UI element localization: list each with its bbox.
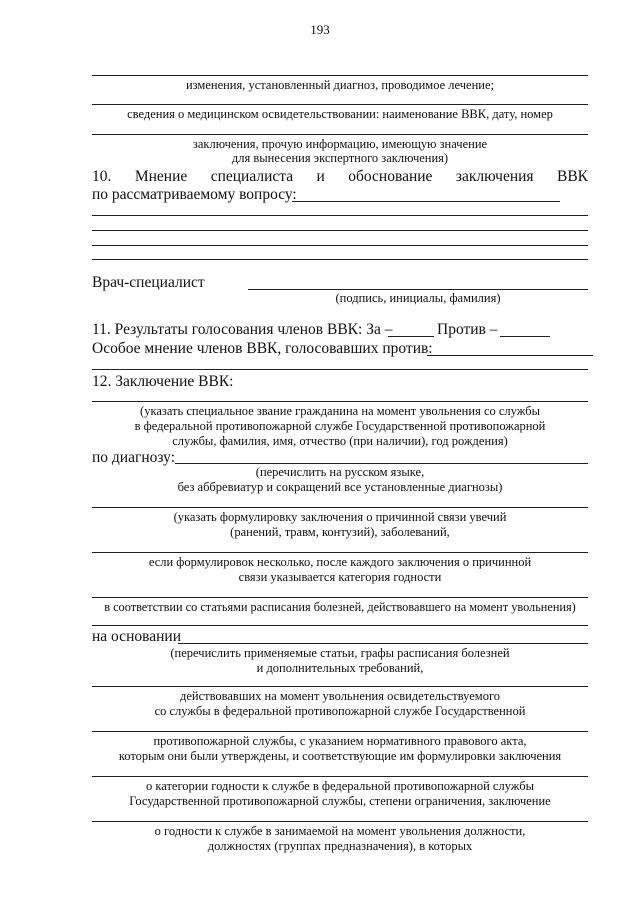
- section-10-word: 10.: [92, 168, 112, 185]
- caption: в соответствии со статьями расписания болезней, действовавшего на момент увольнения): [104, 600, 576, 614]
- caption: для вынесения экспертного заключения): [231, 151, 449, 165]
- caption: (указать формулировку заключения о причинной связи увечий: [173, 510, 507, 524]
- basis-label: на основании: [92, 628, 181, 645]
- caption: со службы в федеральной противопожарной службе Государственной: [154, 704, 526, 718]
- fill-line: [92, 134, 588, 135]
- fill-line[interactable]: [92, 686, 588, 687]
- caption: в федеральной противопожарной службе Государственной противопожарной: [134, 419, 546, 433]
- caption: заключения, прочую информацию, имеющую значение: [192, 137, 488, 151]
- fill-line[interactable]: [92, 731, 588, 732]
- caption: (ранений, травм, контузий), заболеваний,: [230, 525, 450, 539]
- signature-input-line[interactable]: [248, 289, 588, 290]
- section-10-word: заключения: [455, 168, 534, 185]
- caption: (перечислить на русском языке,: [255, 465, 425, 479]
- section-10-heading: [92, 168, 588, 186]
- votes-for-input[interactable]: [388, 336, 434, 337]
- basis-input-line[interactable]: [178, 643, 588, 644]
- section-10-word: ВВК: [556, 168, 588, 185]
- fill-line[interactable]: [92, 552, 588, 553]
- fill-line[interactable]: [92, 625, 588, 626]
- opinion-input-line[interactable]: [92, 245, 588, 246]
- section-12-title: 12. Заключение ВВК:: [92, 373, 234, 390]
- opinion-input-line[interactable]: [92, 215, 588, 216]
- votes-against-input[interactable]: [500, 336, 550, 337]
- caption: сведения о медицинском освидетельствовании: наименование ВВК, дату, номер: [127, 107, 553, 121]
- caption: службы, фамилия, имя, отчество (при наличии), год рождения): [172, 434, 508, 448]
- page-number: 193: [310, 22, 330, 37]
- votes-against-label: Против –: [437, 321, 498, 338]
- dissent-label: Особое мнение членов ВВК, голосовавших против:: [92, 340, 433, 357]
- caption: Государственной противопожарной службы, степени ограничения, заключение: [129, 794, 551, 808]
- fill-line[interactable]: [92, 776, 588, 777]
- caption: о категории годности к службе в федеральной противопожарной службы: [145, 779, 535, 793]
- opinion-input-line[interactable]: [92, 230, 588, 231]
- doctor-label: Врач-специалист: [92, 274, 205, 291]
- votes-label: 11. Результаты голосования членов ВВК: За –: [92, 321, 393, 338]
- fill-line[interactable]: [92, 597, 588, 598]
- opinion-input-line[interactable]: [292, 201, 560, 202]
- fill-line[interactable]: [92, 507, 588, 508]
- caption: если формулировок несколько, после каждого заключения о причинной: [148, 555, 532, 569]
- fill-line[interactable]: [92, 821, 588, 822]
- signature-caption: (подпись, инициалы, фамилия): [335, 291, 501, 305]
- section-10-word: обоснование: [348, 168, 433, 185]
- diagnosis-label: по диагнозу:: [92, 449, 176, 466]
- conclusion-input-line[interactable]: [92, 401, 588, 402]
- caption: (перечислить применяемые статьи, графы расписания болезней: [170, 646, 510, 660]
- caption: действовавших на момент увольнения освидетельствуемого: [179, 689, 501, 703]
- section-10-word: и: [316, 168, 325, 185]
- section-10-question-label: по рассматриваемому вопросу:: [92, 186, 297, 203]
- fill-line: [92, 104, 588, 105]
- caption: о годности к службе в занимаемой на момент увольнения должности,: [154, 824, 526, 838]
- caption: и дополнительных требований,: [256, 661, 424, 675]
- section-10-word: Мнение: [134, 168, 188, 185]
- caption: без аббревиатур и сокращений все установленные диагнозы): [177, 480, 503, 494]
- caption: которым они были утверждены, и соответствующие им формулировки заключения: [118, 749, 562, 763]
- opinion-input-line[interactable]: [92, 259, 588, 260]
- caption: (указать специальное звание гражданина на момент увольнения со службы: [140, 404, 540, 418]
- section-10-word: специалиста: [210, 168, 294, 185]
- dissent-input-line[interactable]: [427, 355, 593, 356]
- caption: противопожарной службы, с указанием нормативного правового акта,: [153, 734, 527, 748]
- dissent-input-line[interactable]: [92, 369, 588, 370]
- diagnosis-input-line[interactable]: [175, 463, 588, 464]
- caption: изменения, установленный диагноз, проводимое лечение;: [185, 78, 495, 92]
- fill-line: [92, 75, 588, 76]
- caption: должностях (группах предназначения), в которых: [207, 839, 473, 853]
- caption: связи указывается категория годности: [238, 570, 442, 584]
